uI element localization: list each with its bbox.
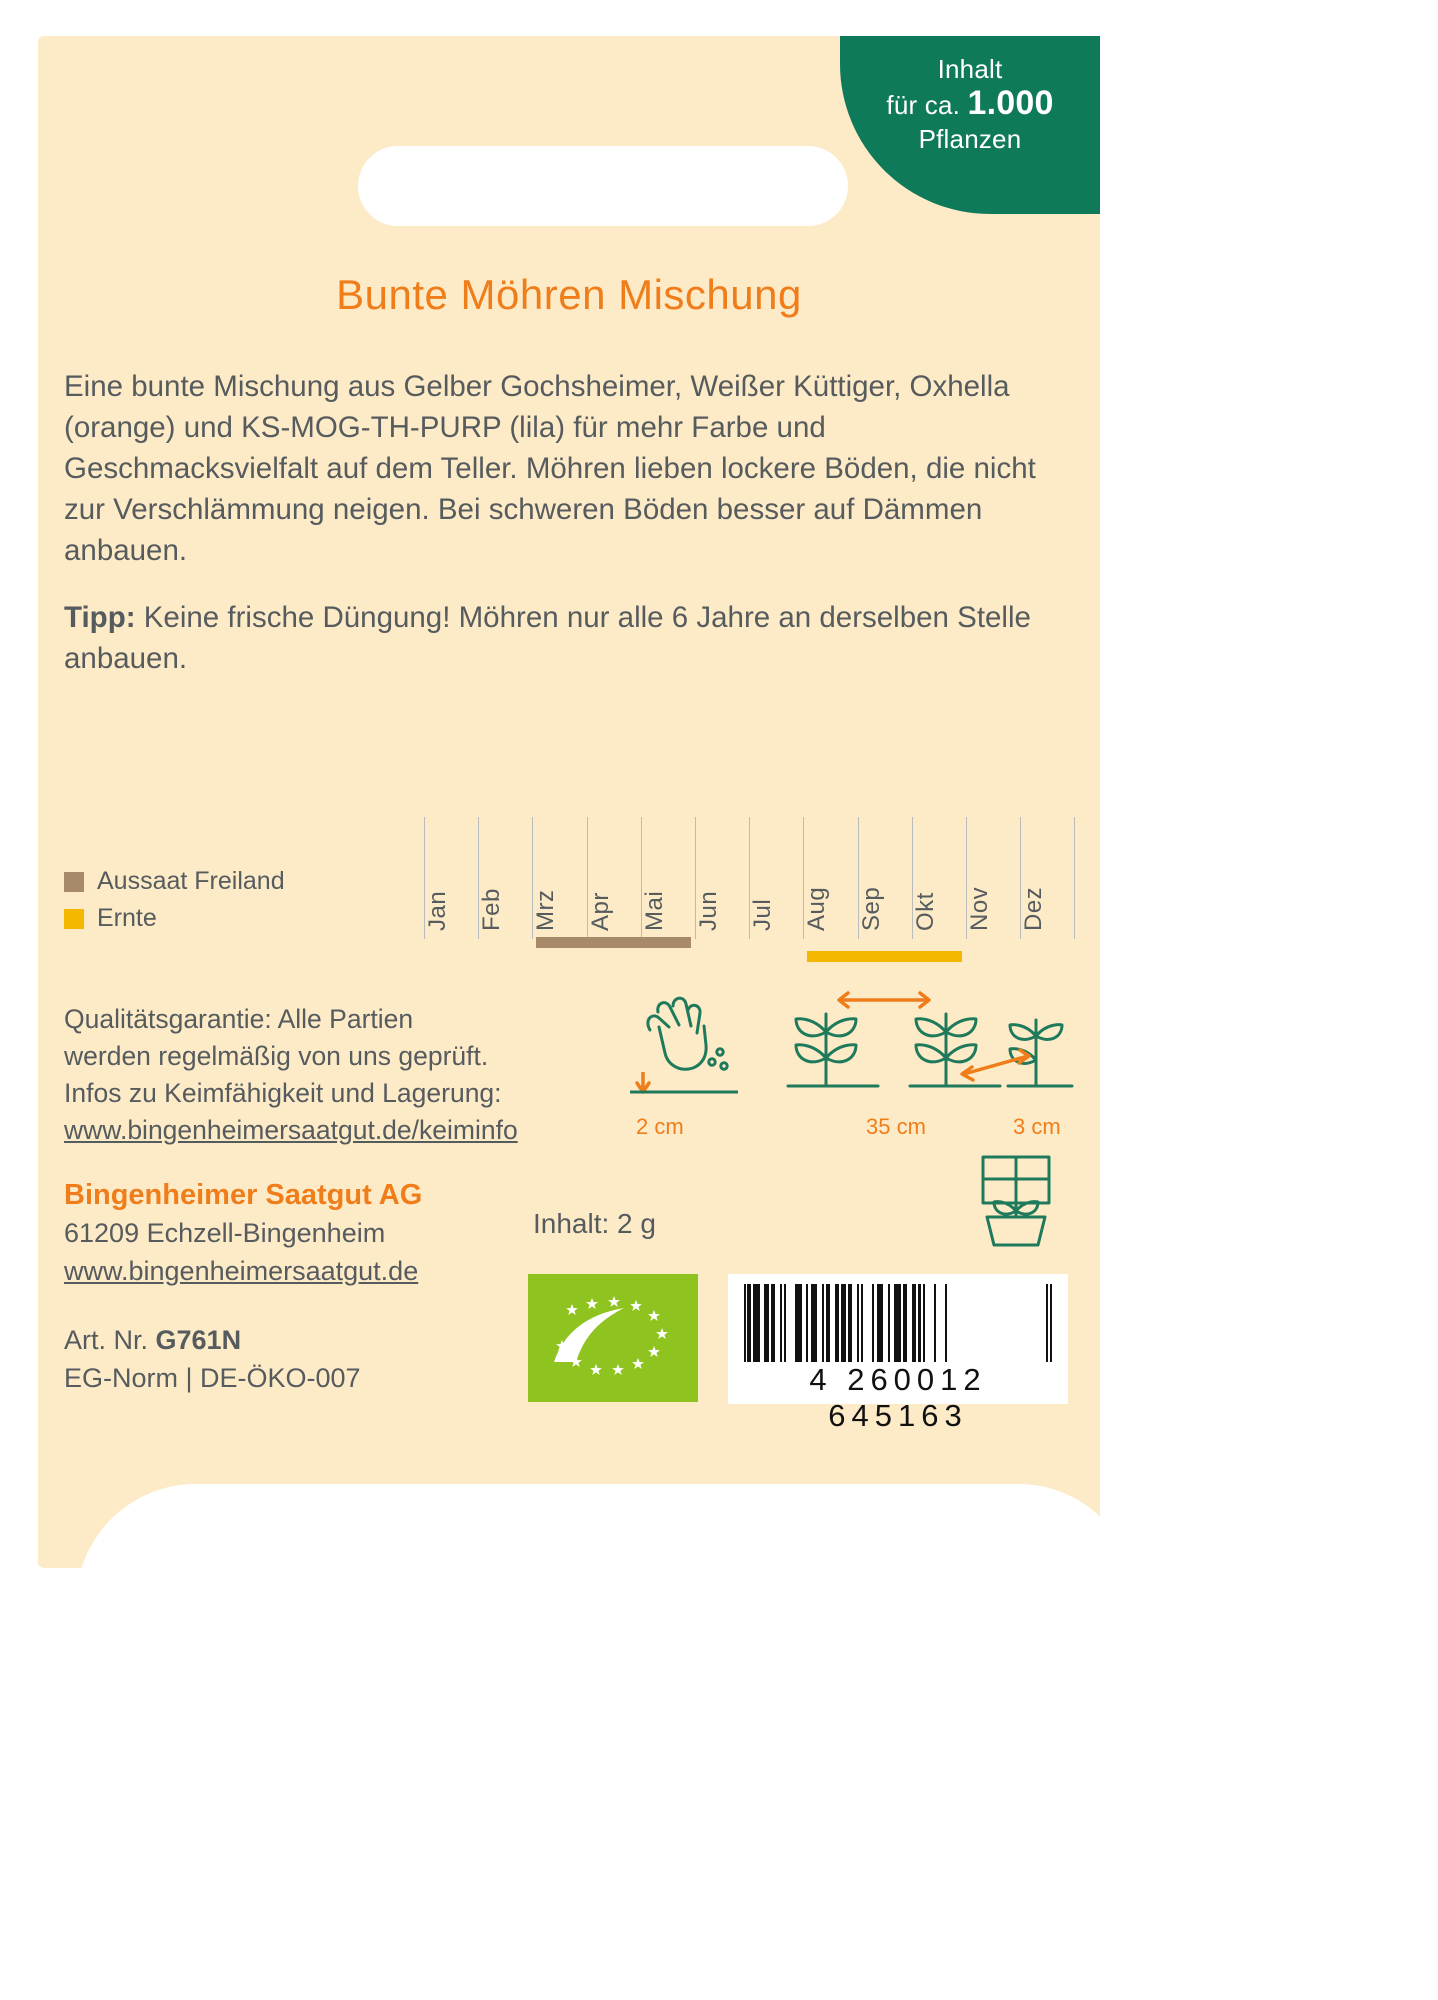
- month-label: Mrz: [532, 889, 560, 931]
- month-label: Sep: [857, 886, 885, 931]
- month-label: Jun: [695, 890, 722, 931]
- barcode-bar: [894, 1284, 901, 1362]
- barcode-bar: [1046, 1284, 1048, 1362]
- barcode-bar: [945, 1284, 947, 1362]
- calendar-month-dez: [1020, 811, 1074, 971]
- month-label: Nov: [966, 886, 993, 931]
- banner-line-2: [840, 86, 1100, 122]
- calendar-month-end: [1074, 811, 1128, 971]
- hang-hole: [358, 146, 848, 226]
- barcode-bar: [780, 1284, 782, 1362]
- keiminfo-link[interactable]: www.bingenheimersaatgut.de/keiminfo: [64, 1115, 518, 1145]
- month-label: Okt: [911, 892, 939, 931]
- harvest-period-bar: [807, 951, 962, 962]
- eu-organic-leaf-icon: [528, 1274, 698, 1402]
- month-label: Mai: [640, 890, 668, 931]
- company-block: [64, 1176, 584, 1290]
- legend-swatch-harvest-icon: [64, 909, 84, 929]
- caption-plant-spacing: 3 cm: [1013, 1114, 1061, 1139]
- calendar-legend: [64, 863, 424, 937]
- barcode-bar: [795, 1284, 802, 1362]
- barcode-bar: [1050, 1284, 1052, 1362]
- barcode-bar: [822, 1284, 824, 1362]
- barcode-bar: [857, 1284, 859, 1362]
- banner-plant-count: 1.000: [967, 84, 1054, 122]
- content-banner: [840, 36, 1100, 214]
- bottom-notch: [76, 1484, 1138, 1609]
- barcode-bar: [806, 1284, 808, 1362]
- article-number-label: Art. Nr.: [64, 1325, 156, 1355]
- calendar-month-jan: [424, 811, 478, 971]
- legend-label-harvest: Ernte: [97, 904, 157, 932]
- month-label: Feb: [478, 888, 506, 931]
- description-block: [64, 366, 1078, 705]
- barcode-bar: [903, 1284, 907, 1362]
- barcode-bar: [764, 1284, 768, 1362]
- barcode-bar: [872, 1284, 874, 1362]
- caption-sow-depth: 2 cm: [636, 1114, 684, 1139]
- seed-packet-body: [38, 36, 1100, 1568]
- eg-norm-line: EG-Norm | DE-ÖKO-007: [64, 1363, 361, 1393]
- pictogram-illustrations: [628, 986, 1088, 1116]
- legend-item-sowing: [64, 863, 424, 900]
- content-weight: Inhalt: 2 g: [533, 1208, 656, 1239]
- barcode-bars: [744, 1284, 1052, 1362]
- tip-text: Keine frische Düngung! Möhren nur alle 6 Jahre an derselben Stelle anbauen.: [64, 601, 1031, 675]
- month-label: Dez: [1020, 886, 1048, 931]
- barcode-bar: [771, 1284, 775, 1362]
- barcode-bar: [826, 1284, 830, 1362]
- barcode-bar: [888, 1284, 890, 1362]
- month-divider: [1074, 817, 1075, 939]
- barcode-bar: [841, 1284, 845, 1362]
- calendar-month-sep: [858, 811, 912, 971]
- barcode-bar: [912, 1284, 916, 1362]
- banner-line-1: Inhalt: [937, 54, 1003, 84]
- calendar-month-aug: [803, 811, 857, 971]
- barcode-bar: [835, 1284, 839, 1362]
- page-title: Bunte Möhren Mischung: [336, 271, 802, 318]
- sowing-period-bar: [536, 937, 691, 948]
- barcode-bar: [918, 1284, 920, 1362]
- barcode-bar: [744, 1284, 746, 1362]
- barcode-bar: [848, 1284, 852, 1362]
- calendar-months: [424, 811, 1074, 971]
- company-address: 61209 Echzell-Bingenheim: [64, 1218, 386, 1248]
- company-name: Bingenheimer Saatgut AG: [64, 1179, 423, 1211]
- quality-line-2: werden regelmäßig von uns geprüft.: [64, 1041, 489, 1071]
- month-label: Apr: [586, 892, 614, 931]
- article-number-value: G761N: [155, 1325, 242, 1355]
- calendar-month-feb: [478, 811, 532, 971]
- calendar-month-jun: [695, 811, 749, 971]
- description-paragraph: Eine bunte Mischung aus Gelber Gochsheimer, Weißer Küttiger, Oxhella (orange) und KS-MOG-TH-PURP (lila) für mehr Farbe und Geschmacksvielfalt auf dem Teller. Möhren lieben lockere Böden, die nicht zur Verschlämmung neigen. Bei schweren Böden besser auf Dämmen anbauen.: [64, 370, 1036, 567]
- calendar-month-okt: [912, 811, 966, 971]
- barcode: [728, 1274, 1068, 1433]
- calendar-month-jul: [749, 811, 803, 971]
- legend-label-sowing: Aussaat Freiland: [97, 867, 285, 895]
- caption-row-spacing: 35 cm: [866, 1114, 926, 1139]
- barcode-bar: [923, 1284, 925, 1362]
- company-website-link[interactable]: www.bingenheimersaatgut.de: [64, 1256, 419, 1286]
- barcode-bar: [861, 1284, 863, 1362]
- calendar-month-nov: [966, 811, 1020, 971]
- barcode-digits: 4 260012 645163: [809, 1362, 987, 1433]
- legend-item-harvest: [64, 900, 424, 937]
- quality-line-1: Qualitätsgarantie: Alle Partien: [64, 1004, 414, 1034]
- article-number-block: [64, 1321, 584, 1397]
- barcode-bar: [934, 1284, 936, 1362]
- barcode-bar: [811, 1284, 818, 1362]
- month-label: Aug: [803, 886, 831, 931]
- pictogram-group: [628, 986, 1088, 1156]
- barcode-bar: [753, 1284, 760, 1362]
- barcode-bar: [749, 1284, 751, 1362]
- barcode-bar: [784, 1284, 786, 1362]
- month-label: Jul: [749, 898, 777, 931]
- month-label: Jan: [424, 890, 451, 931]
- legend-swatch-sowing-icon: [64, 872, 84, 892]
- sowing-harvest-calendar: [64, 811, 1078, 971]
- pot-greenhouse-icon: [973, 1151, 1063, 1251]
- banner-line-3: Pflanzen: [918, 124, 1022, 154]
- tip-paragraph: [64, 597, 1078, 679]
- quality-guarantee: [64, 1001, 624, 1149]
- barcode-bar: [877, 1284, 884, 1362]
- article-number-line: [64, 1321, 584, 1359]
- tip-label: Tipp:: [64, 601, 136, 634]
- banner-line-2-prefix: für ca.: [886, 90, 961, 120]
- quality-line-3: Infos zu Keimfähigkeit und Lagerung:: [64, 1078, 502, 1108]
